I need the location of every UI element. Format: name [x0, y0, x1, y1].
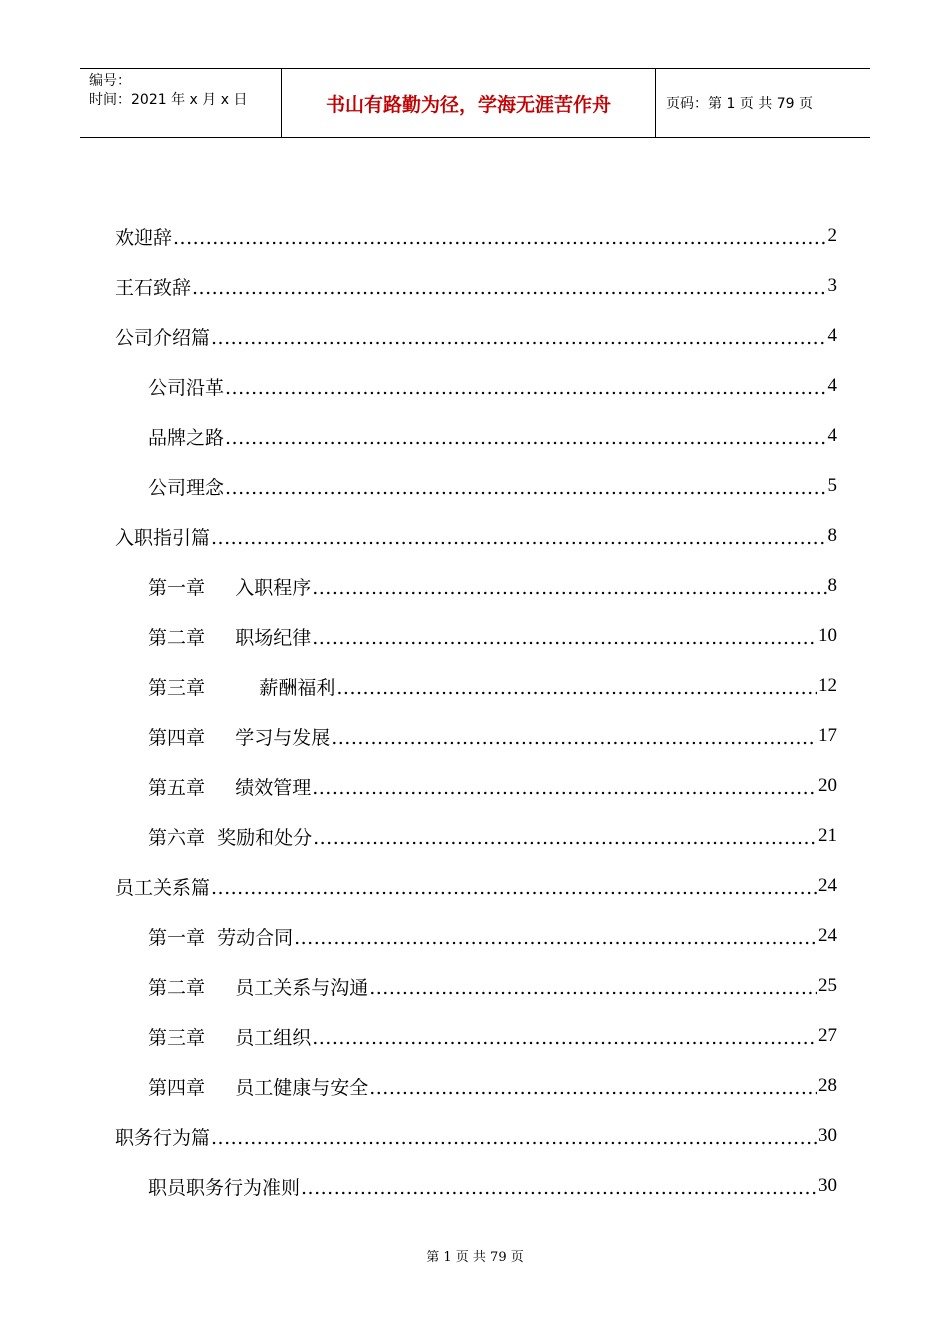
- toc-leader-dots: [301, 1177, 817, 1199]
- toc-entry-page: 25: [818, 975, 837, 996]
- toc-leader-dots: [211, 1127, 817, 1149]
- toc-entry-title: 王石致辞: [115, 276, 192, 299]
- toc-leader-dots: [313, 827, 817, 849]
- toc-entry-page: 20: [818, 775, 837, 796]
- toc-leader-dots: [192, 277, 826, 299]
- toc-entry-page: 27: [818, 1025, 837, 1046]
- toc-leader-dots: [211, 527, 826, 549]
- header-meta: [80, 69, 282, 137]
- toc-entry-title: 第五章 绩效管理: [148, 776, 312, 799]
- table-of-contents: [115, 211, 837, 1211]
- toc-leader-dots: [312, 577, 826, 599]
- toc-entry[interactable]: [115, 261, 837, 311]
- toc-leader-dots: [294, 927, 817, 949]
- toc-leader-dots: [225, 427, 826, 449]
- toc-leader-dots: [369, 977, 817, 999]
- toc-entry[interactable]: [115, 961, 837, 1011]
- toc-entry[interactable]: [115, 461, 837, 511]
- toc-entry[interactable]: [115, 811, 837, 861]
- toc-entry[interactable]: [115, 861, 837, 911]
- toc-entry-title: 欢迎辞: [115, 226, 173, 249]
- header-motto: 书山有路勤为径，学海无涯苦作舟: [282, 69, 656, 137]
- number-label: 编号：: [89, 73, 131, 89]
- toc-entry-title: 公司理念: [148, 476, 225, 499]
- toc-entry-title: 第三章 薪酬福利: [148, 676, 336, 699]
- toc-entry-page: 28: [818, 1075, 837, 1096]
- toc-entry[interactable]: [115, 411, 837, 461]
- toc-entry-title: 第一章 劳动合同: [148, 926, 294, 949]
- toc-entry-page: 8: [827, 575, 837, 596]
- toc-entry-page: 17: [818, 725, 837, 746]
- toc-leader-dots: [369, 1077, 817, 1099]
- toc-entry-title: 第二章 职场纪律: [148, 626, 312, 649]
- toc-leader-dots: [211, 327, 826, 349]
- time-label: 时间：2021 年 x 月 x 日: [89, 92, 248, 108]
- toc-leader-dots: [336, 677, 817, 699]
- toc-entry[interactable]: [115, 561, 837, 611]
- toc-entry[interactable]: [115, 711, 837, 761]
- toc-entry-page: 30: [818, 1175, 837, 1196]
- toc-entry-title: 品牌之路: [148, 426, 225, 449]
- toc-entry-title: 员工关系篇: [115, 876, 211, 899]
- toc-entry-title: 职员职务行为准则: [148, 1176, 301, 1199]
- header-page-info: 页码：第 1 页 共 79 页: [666, 96, 813, 112]
- toc-leader-dots: [312, 627, 817, 649]
- toc-entry[interactable]: [115, 761, 837, 811]
- toc-leader-dots: [225, 377, 826, 399]
- toc-entry-page: 30: [818, 1125, 837, 1146]
- toc-entry[interactable]: [115, 661, 837, 711]
- toc-leader-dots: [312, 777, 817, 799]
- toc-entry-page: 12: [818, 675, 837, 696]
- toc-entry-page: 3: [827, 275, 837, 296]
- toc-entry-page: 8: [827, 525, 837, 546]
- toc-leader-dots: [225, 477, 826, 499]
- toc-leader-dots: [312, 1027, 817, 1049]
- toc-entry[interactable]: [115, 1061, 837, 1111]
- toc-entry[interactable]: [115, 1111, 837, 1161]
- toc-entry-page: 4: [827, 425, 837, 446]
- toc-entry-title: 第三章 员工组织: [148, 1026, 312, 1049]
- toc-entry[interactable]: [115, 311, 837, 361]
- toc-entry[interactable]: [115, 211, 837, 261]
- toc-entry[interactable]: [115, 1011, 837, 1061]
- toc-entry-title: 公司介绍篇: [115, 326, 211, 349]
- toc-entry-title: 第四章 学习与发展: [148, 726, 331, 749]
- page-header: [80, 68, 870, 138]
- toc-entry-page: 5: [827, 475, 837, 496]
- toc-entry-page: 10: [818, 625, 837, 646]
- toc-entry-title: 第二章 员工关系与沟通: [148, 976, 369, 999]
- page-footer: 第 1 页 共 79 页: [426, 1250, 524, 1265]
- toc-entry-page: 2: [827, 225, 837, 246]
- toc-leader-dots: [331, 727, 817, 749]
- toc-entry[interactable]: [115, 1161, 837, 1211]
- toc-leader-dots: [211, 877, 817, 899]
- toc-entry-page: 21: [818, 825, 837, 846]
- toc-entry-title: 入职指引篇: [115, 526, 211, 549]
- toc-entry[interactable]: [115, 511, 837, 561]
- toc-entry[interactable]: [115, 361, 837, 411]
- toc-entry-title: 公司沿革: [148, 376, 225, 399]
- toc-entry-page: 4: [827, 375, 837, 396]
- toc-entry[interactable]: [115, 611, 837, 661]
- toc-entry-page: 24: [818, 875, 837, 896]
- toc-entry-title: 第四章 员工健康与安全: [148, 1076, 369, 1099]
- toc-entry[interactable]: [115, 911, 837, 961]
- toc-entry-title: 第一章 入职程序: [148, 576, 312, 599]
- toc-entry-page: 24: [818, 925, 837, 946]
- toc-entry-title: 职务行为篇: [115, 1126, 211, 1149]
- toc-entry-page: 4: [827, 325, 837, 346]
- toc-entry-title: 第六章 奖励和处分: [148, 826, 313, 849]
- toc-leader-dots: [173, 227, 826, 249]
